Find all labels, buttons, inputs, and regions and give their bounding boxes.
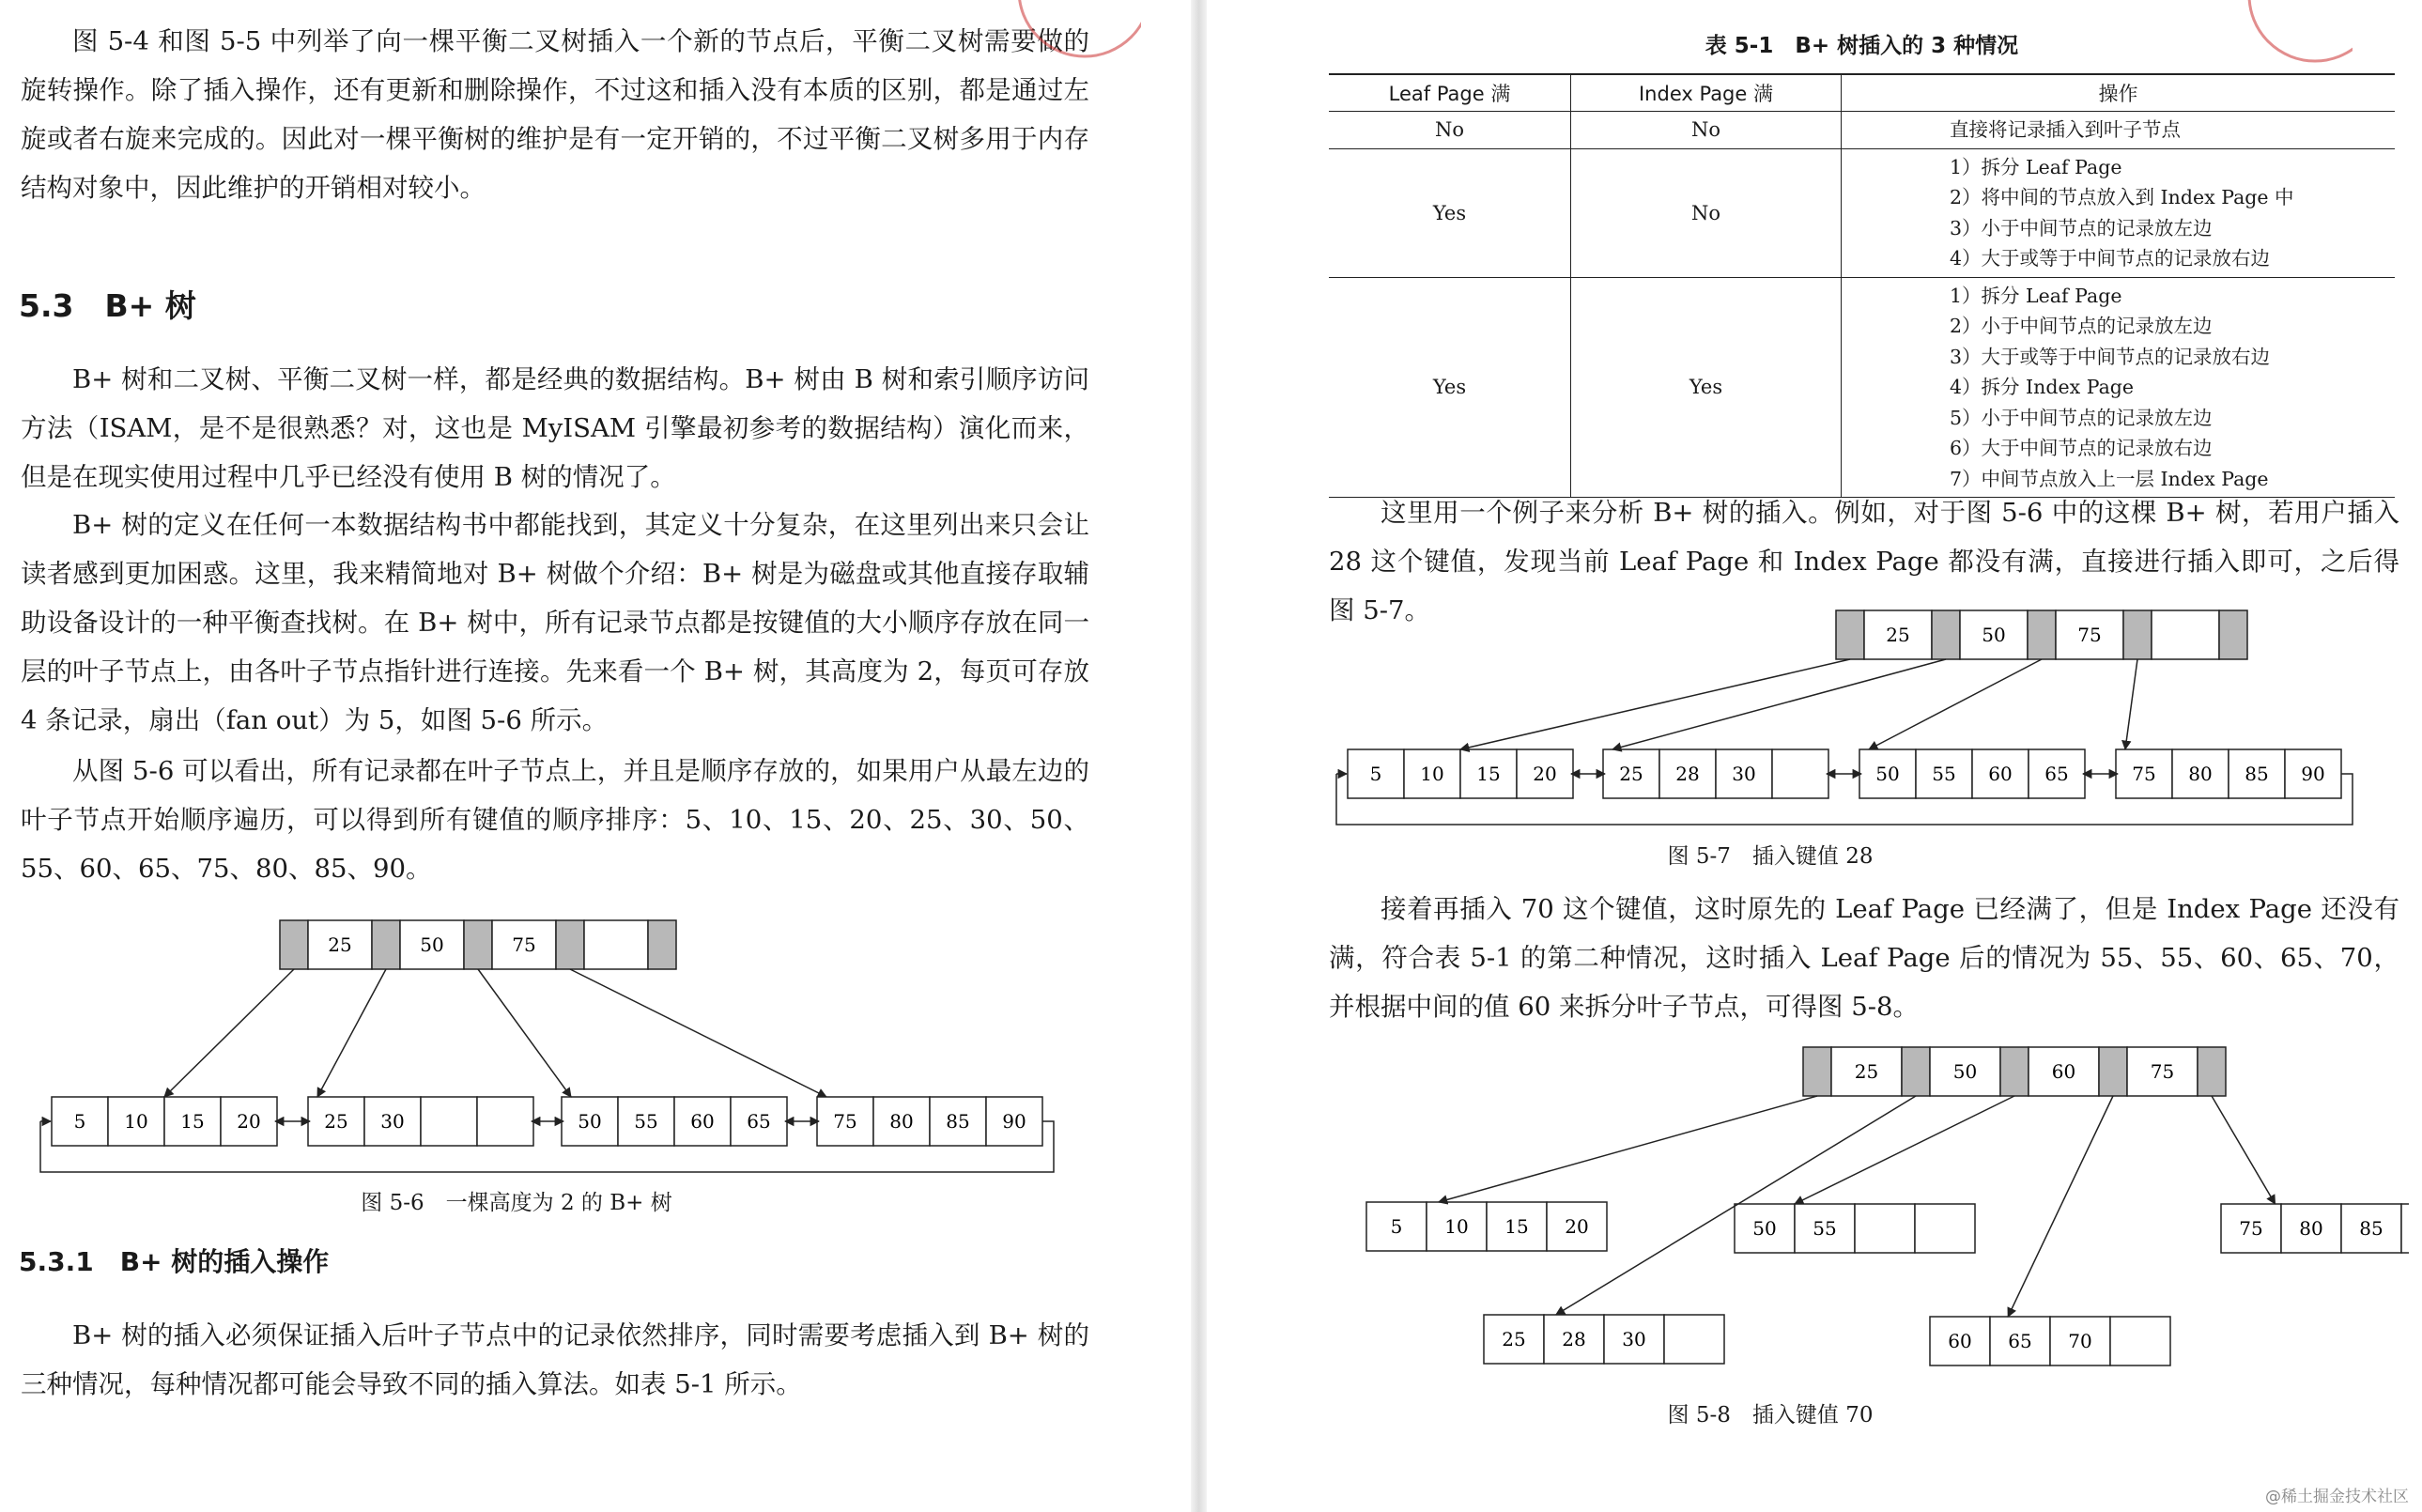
key-value: 50 <box>578 1110 602 1133</box>
pointer-slot <box>1803 1047 1831 1096</box>
library-stamp <box>1000 0 1141 66</box>
pointer-slot <box>1902 1047 1930 1096</box>
key-value: 15 <box>180 1110 205 1133</box>
key-value: 60 <box>690 1110 715 1133</box>
operation-step: 3）小于中间节点的记录放左边 <box>1950 216 2213 239</box>
key-value: 50 <box>1875 763 1900 785</box>
pointer-slot <box>2028 610 2056 659</box>
pointer-slot <box>372 920 400 969</box>
key-value: 5 <box>73 1110 86 1133</box>
insert-cases-table <box>1329 73 2395 498</box>
child-pointer-arrow <box>317 969 386 1097</box>
paragraph: B+ 树和二叉树、平衡二叉树一样，都是经典的数据结构。B+ 树由 B 树和索引顺序访问方法（ISAM，是不是很熟悉？对，这也是 MyISAM 引擎最初参考的数据结构）演化而来，但是在现实使用过程中几乎已经没有使用 B 树的情况了。 <box>21 364 1089 492</box>
child-pointer-arrow <box>570 969 826 1097</box>
operation-step: 4）大于或等于中间节点的记录放右边 <box>1950 247 2271 270</box>
table-header: Leaf Page 满 <box>1329 74 1571 112</box>
key-value: 70 <box>2068 1330 2092 1352</box>
key-value: 50 <box>1982 624 2006 646</box>
paragraph: 从图 5-6 可以看出，所有记录都在叶子节点上，并且是顺序存放的，如果用户从最左边的叶子节点开始顺序遍历，可以得到所有键值的顺序排序：5、10、15、20、25、30、50、55、60、65、75、80、85、90。 <box>21 756 1089 884</box>
right-page <box>1207 0 2422 1512</box>
table-cell <box>1842 148 2396 277</box>
key-value: 28 <box>1562 1328 1586 1350</box>
pointer-slot <box>1836 610 1864 659</box>
table-row <box>1329 112 2395 149</box>
site-watermark: @稀土掘金技术社区 <box>2265 1488 2409 1506</box>
key-value: 75 <box>2150 1060 2175 1083</box>
key-value: 50 <box>1752 1217 1777 1240</box>
pointer-slot <box>2123 610 2152 659</box>
pointer-slot <box>648 920 676 969</box>
key-value: 85 <box>2245 763 2269 785</box>
pointer-slot <box>556 920 584 969</box>
table-cell <box>1842 112 2396 149</box>
leaf-cell <box>2110 1317 2170 1365</box>
table-cell: No <box>1329 112 1571 149</box>
key-value: 25 <box>1886 624 1910 646</box>
leaf-cell <box>2401 1204 2409 1253</box>
key-value: 10 <box>1420 763 1444 785</box>
key-value: 50 <box>420 933 444 956</box>
table-cell: Yes <box>1329 148 1571 277</box>
paragraph: 图 5-4 和图 5-5 中列举了向一棵平衡二叉树插入一个新的节点后，平衡二叉树需要做的旋转操作。除了插入操作，还有更新和删除操作，不过这和插入没有本质的区别，都是通过左旋或者右旋来完成的。因此对一棵平衡树的维护是有一定开销的，不过平衡二叉树多用于内存结构对象中，因此维护的开销相对较小。 <box>21 26 1089 203</box>
key-value: 80 <box>889 1110 914 1133</box>
table-caption: 表 5-1 B+ 树插入的 3 种情况 <box>1705 34 2019 58</box>
pointer-slot <box>280 920 308 969</box>
key-value: 60 <box>1988 763 2013 785</box>
operation-step: 6）大于中间节点的记录放右边 <box>1950 437 2213 459</box>
operation-step: 7）中间节点放入上一层 Index Page <box>1950 467 2269 490</box>
key-cell <box>584 920 648 969</box>
operation-step: 4）拆分 Index Page <box>1950 376 2135 398</box>
leaf-cell <box>1772 749 1828 798</box>
key-value: 30 <box>1622 1328 1646 1350</box>
table-cell: Yes <box>1571 277 1842 498</box>
operation-step: 2）将中间的节点放入到 Index Page 中 <box>1950 186 2294 208</box>
key-value: 30 <box>1732 763 1756 785</box>
operation-step: 2）小于中间节点的记录放左边 <box>1950 315 2213 337</box>
table-header: Index Page 满 <box>1571 74 1842 112</box>
key-value: 15 <box>1504 1215 1529 1238</box>
leaf-cell <box>1855 1204 1915 1253</box>
pointer-slot <box>2219 610 2247 659</box>
leaf-cell <box>477 1097 533 1146</box>
key-value: 55 <box>634 1110 658 1133</box>
table-cell <box>1842 277 2396 498</box>
table-row <box>1329 148 2395 277</box>
book-gutter <box>1191 0 1207 1512</box>
figure-5-7-bplus-tree <box>1319 592 2409 831</box>
key-value: 20 <box>1533 763 1557 785</box>
key-value: 25 <box>1619 763 1643 785</box>
paragraph: B+ 树的定义在任何一本数据结构书中都能找到，其定义十分复杂，在这里列出来只会让读者感到更加困惑。这里，我来精简地对 B+ 树做个介绍：B+ 树是为磁盘或其他直接存取辅助设备设计的一种平衡查找树。在 B+ 树中，所有记录节点都是按键值的大小顺序存放在同一层的叶子节点上，由各叶子节点指针进行连接。先来看一个 B+ 树，其高度为 2，每页可存放 4 条记录，扇出（fan out）为 5，如图 5-6 所示。 <box>21 510 1089 735</box>
key-value: 20 <box>237 1110 261 1133</box>
table-header: 操作 <box>1842 74 2396 112</box>
key-value: 65 <box>2008 1330 2032 1352</box>
key-value: 60 <box>1948 1330 1972 1352</box>
left-page <box>0 0 1191 1512</box>
key-value: 20 <box>1565 1215 1589 1238</box>
child-pointer-arrow <box>2008 1096 2113 1317</box>
table-header-row <box>1329 74 2395 112</box>
figure-caption: 图 5-7 插入键值 28 <box>1667 844 1874 869</box>
child-pointer-arrow <box>2125 659 2137 749</box>
key-value: 85 <box>2359 1217 2383 1240</box>
pointer-slot <box>2198 1047 2226 1096</box>
child-pointer-arrow <box>478 969 571 1097</box>
key-value: 75 <box>833 1110 857 1133</box>
operation-step: 1）拆分 Leaf Page <box>1950 155 2122 178</box>
key-value: 55 <box>1813 1217 1837 1240</box>
key-value: 25 <box>324 1110 348 1133</box>
key-value: 75 <box>2077 624 2102 646</box>
paragraph: B+ 树的插入必须保证插入后叶子节点中的记录依然排序，同时需要考虑插入到 B+ 树的三种情况，每种情况都可能会导致不同的插入算法。如表 5-1 所示。 <box>21 1320 1089 1399</box>
paragraph: 这里用一个例子来分析 B+ 树的插入。例如，对于图 5-6 中的这棵 B+ 树，若用户插入 28 这个键值，发现当前 Leaf Page 和 Index Page 都没有满，直接进行插入即可，之后得图 5-7。 <box>1329 498 2399 625</box>
key-value: 75 <box>2132 763 2156 785</box>
figure-caption: 图 5-8 插入键值 70 <box>1667 1403 1874 1427</box>
key-value: 50 <box>1952 1060 1978 1083</box>
key-value: 15 <box>1476 763 1501 785</box>
operation-step: 1）拆分 Leaf Page <box>1950 284 2122 307</box>
figure-caption: 图 5-6 一棵高度为 2 的 B+ 树 <box>361 1191 672 1215</box>
table-cell: Yes <box>1329 277 1571 498</box>
key-value: 80 <box>2188 763 2213 785</box>
key-value: 55 <box>1932 763 1956 785</box>
section-heading: 5.3 B+ 树 <box>19 287 196 324</box>
key-value: 28 <box>1675 763 1700 785</box>
leaf-cell <box>1915 1204 1975 1253</box>
key-value: 30 <box>380 1110 405 1133</box>
key-value: 80 <box>2299 1217 2323 1240</box>
key-value: 10 <box>124 1110 148 1133</box>
key-value: 25 <box>1502 1328 1526 1350</box>
subsection-heading: 5.3.1 B+ 树的插入操作 <box>19 1246 330 1277</box>
leaf-cell <box>1664 1315 1724 1364</box>
child-pointer-arrow <box>1460 659 1850 749</box>
key-value: 65 <box>747 1110 771 1133</box>
key-value: 10 <box>1444 1215 1469 1238</box>
leaf-cell <box>421 1097 477 1146</box>
operation-step: 直接将记录插入到叶子节点 <box>1950 118 2181 141</box>
key-value: 75 <box>2239 1217 2263 1240</box>
pointer-slot <box>464 920 492 969</box>
key-value: 90 <box>1002 1110 1026 1133</box>
key-value: 85 <box>946 1110 970 1133</box>
child-pointer-arrow <box>1439 1096 1817 1202</box>
operation-step: 3）大于或等于中间节点的记录放右边 <box>1950 345 2271 368</box>
child-pointer-arrow <box>2212 1096 2275 1204</box>
key-value: 60 <box>2051 1060 2076 1083</box>
child-pointer-arrow <box>164 969 294 1097</box>
pointer-slot <box>2000 1047 2029 1096</box>
table-cell: No <box>1571 112 1842 149</box>
paragraph: 接着再插入 70 这个键值，这时原先的 Leaf Page 已经满了，但是 Index Page 还没有满，符合表 5-1 的第二种情况，这时插入 Leaf Page 后的情况为 55、55、60、65、70，并根据中间的值 60 来拆分叶子节点，可得图 5-8。 <box>1329 894 2399 1022</box>
table-cell: No <box>1571 148 1842 277</box>
table-row <box>1329 277 2395 498</box>
pointer-slot <box>2099 1047 2127 1096</box>
key-value: 90 <box>2301 763 2325 785</box>
library-stamp <box>2212 0 2353 66</box>
key-value: 65 <box>2044 763 2069 785</box>
operation-step: 5）小于中间节点的记录放左边 <box>1950 406 2213 429</box>
figure-5-8-bplus-tree <box>1319 1038 2409 1385</box>
key-value: 25 <box>1854 1060 1879 1083</box>
pointer-slot <box>1932 610 1960 659</box>
key-cell <box>2152 610 2219 659</box>
key-value: 5 <box>1390 1215 1403 1238</box>
key-value: 5 <box>1369 763 1382 785</box>
figure-5-6-bplus-tree <box>0 902 1089 1183</box>
key-value: 25 <box>328 933 352 956</box>
key-value: 75 <box>512 933 536 956</box>
